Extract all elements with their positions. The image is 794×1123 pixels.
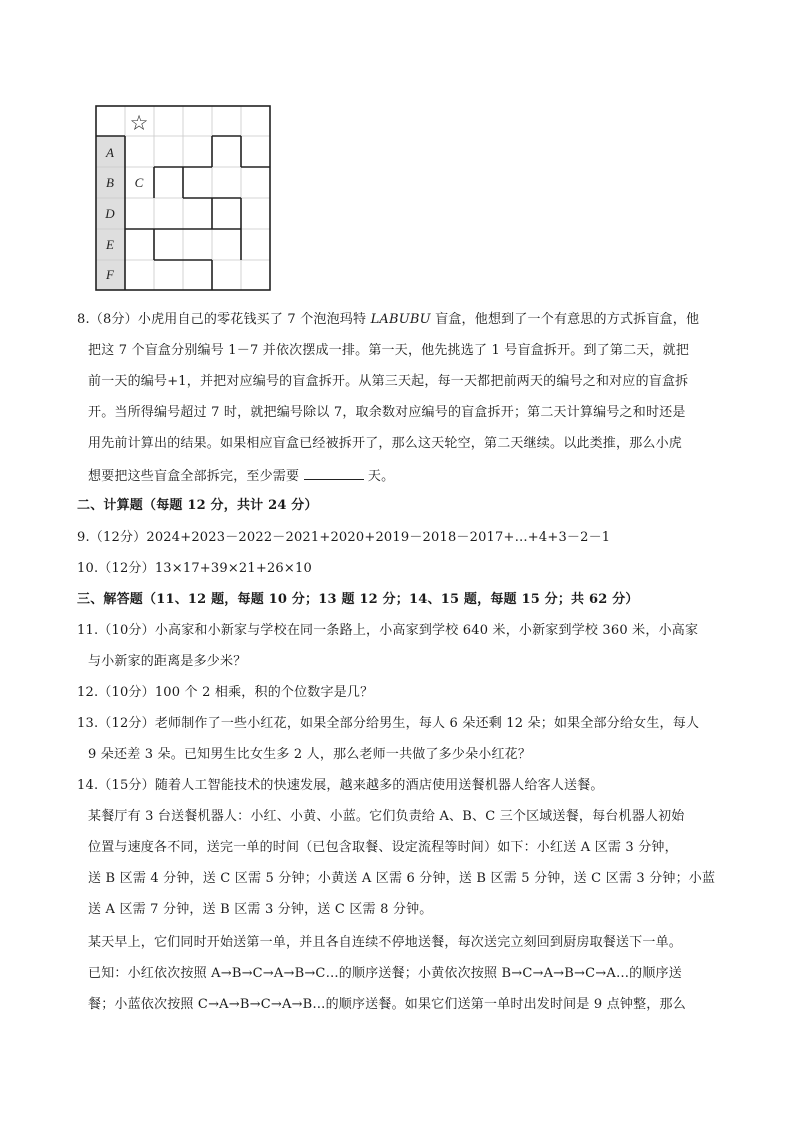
question-11-line2: 与小新家的距离是多少米？ [88,654,247,669]
question-12: 12.（10分）100 个 2 相乘，积的个位数字是几？ [77,685,374,700]
question-14-line6: 某天早上，它们同时开始送第一单，并且各自连续不停地送餐，每次送完立刻回到厨房取餐送下一单。 [88,935,683,950]
question-14-line5: 送 A 区需 7 分钟，送 B 区需 3 分钟，送 C 区需 8 分钟。 [88,902,433,917]
question-14-line4: 送 B 区需 4 分钟，送 C 区需 5 分钟；小黄送 A 区需 6 分钟，送 B 区需 5 分钟，送 C 区需 3 分钟；小蓝 [88,871,716,886]
question-14-line3: 位置与速度各不同，送完一单的时间（已包含取餐、设定流程等时间）如下：小红送 A 区需 3 分钟， [88,840,678,855]
question-14-line1: 14.（15分）随着人工智能技术的快速发展，越来越多的酒店使用送餐机器人给客人送餐。 [77,778,604,793]
q8-line2: 把这 7 个盲盒分别编号 1－7 并依次摆成一排。第一天，他先挑选了 1 号盲盒拆开。到了第二天，就把 [88,343,690,358]
row-label-b: B [106,175,114,190]
row-label-a: A [106,145,114,160]
q8-line6b: 天。 [367,469,395,484]
question-10: 10.（12分）13×17+39×21+26×10 [77,561,312,576]
q8-line3: 前一天的编号+1，并把对应编号的盲盒拆开。从第三天起，每一天都把前两天的编号之和对应的盲盒拆 [88,374,689,389]
question-14-line7: 已知：小红依次按照 A→B→C→A→B→C…的顺序送餐；小黄依次按照 B→C→A→B→C→A…的顺序送 [88,966,682,981]
q8-labubu: LABUBU [370,312,431,327]
q8-line6a: 想要把这些盲盒全部拆完，至少需要 [88,469,300,484]
q8-line4: 开。当所得编号超过 7 时，就把编号除以 7，取余数对应编号的盲盒拆开；第二天计算编号之和时还是 [88,405,686,420]
q8-line5: 用先前计算出的结果。如果相应盲盒已经被拆开了，那么这天轮空，第二天继续。以此类推，那么小虎 [88,436,683,451]
question-14-line8: 餐；小蓝依次按照 C→A→B→C→A→B…的顺序送餐。如果它们送第一单时出发时间是 9 点钟整，那么 [88,997,686,1012]
cell-label-c: C [134,175,144,190]
question-14-line2: 某餐厅有 3 台送餐机器人：小红、小黄、小蓝。它们负责给 A、B、C 三个区域送餐，每台机器人初始 [88,809,685,824]
question-9: 9.（12分）2024+2023－2022－2021+2020+2019－2018－2017+…+4+3－2－1 [77,530,611,545]
row-label-d: D [105,206,115,221]
question-13-line1: 13.（12分）老师制作了一些小红花，如果全部分给男生，每人 6 朵还剩 12 朵；如果全部分给女生，每人 [77,716,700,731]
section-2-heading: 二、计算题（每题 12 分，共计 24 分） [77,498,318,513]
row-label-f: F [106,267,114,282]
question-11-line1: 11.（10分）小高家和小新家与学校在同一条路上，小高家到学校 640 米，小新家到学校 360 米，小高家 [77,623,699,638]
q8-tail1: 盲盒，他想到了一个有意思的方式拆盲盒，他 [435,312,700,327]
q8-head: 8.（8分）小虎用自己的零花钱买了 7 个泡泡玛特 [77,312,367,327]
maze-grid-figure [95,105,271,291]
section-3-heading: 三、解答题（11、12 题，每题 10 分；13 题 12 分；14、15 题，每题 15 分；共 62 分） [77,592,639,607]
question-13-line2: 9 朵还差 3 朵。已知男生比女生多 2 人，那么老师一共做了多少朵小红花？ [88,747,532,762]
answer-blank[interactable] [304,465,364,480]
star-icon: ☆ [129,111,149,135]
row-label-e: E [106,237,114,252]
